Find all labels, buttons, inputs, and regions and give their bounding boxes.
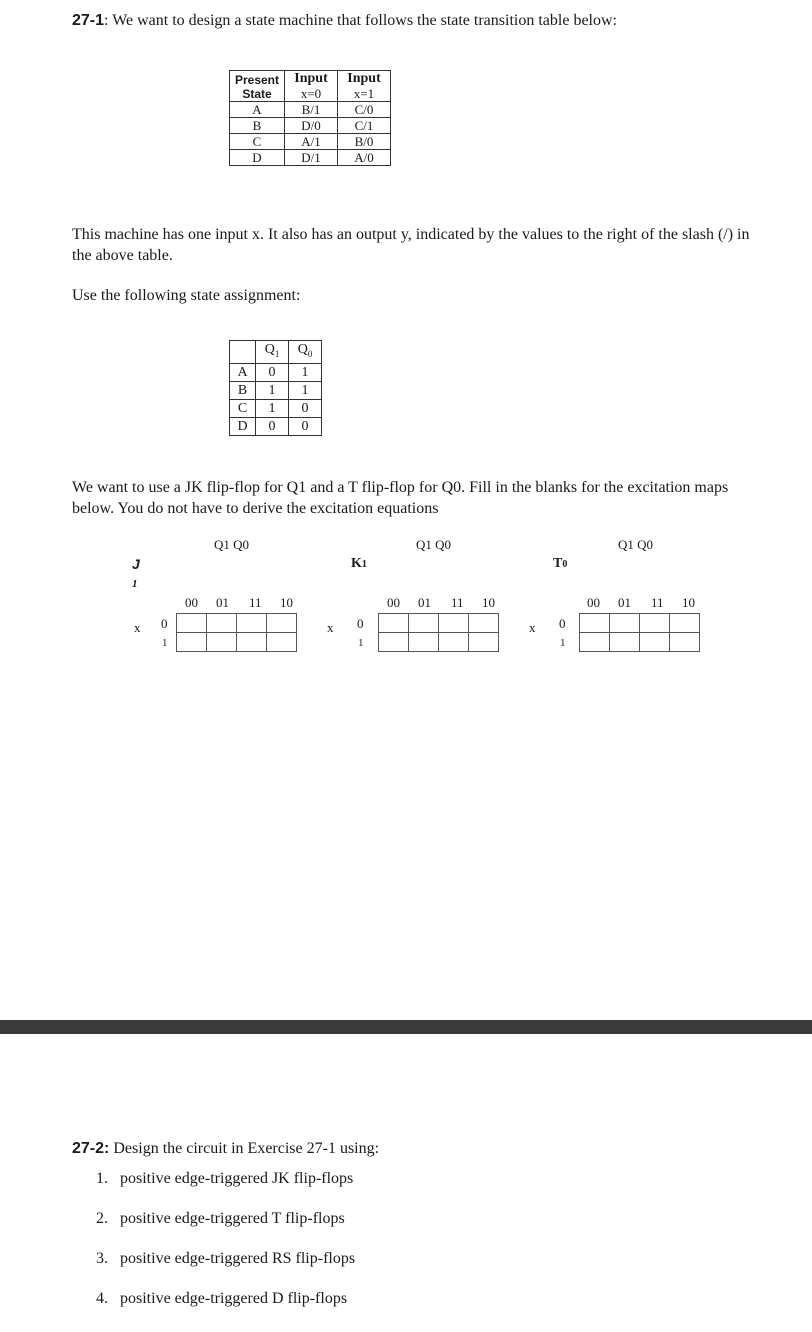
col-label: 00 xyxy=(185,595,198,610)
kmap-cell[interactable] xyxy=(237,633,267,652)
table-row xyxy=(230,417,322,435)
header-q0: $Q_0$ xyxy=(289,341,322,364)
kmap-cell[interactable] xyxy=(469,633,499,652)
col-label: 00 xyxy=(587,595,600,610)
state-assignment-table xyxy=(229,340,322,436)
kmap-var-main: J xyxy=(132,556,140,572)
col-label: 11 xyxy=(451,595,464,610)
kmap-var-label xyxy=(553,556,567,572)
kmap-cell[interactable] xyxy=(640,633,670,652)
col-label: 10 xyxy=(482,595,495,610)
kmap-cell[interactable] xyxy=(469,614,499,633)
kmap-var-label xyxy=(351,556,367,572)
table-cell: 0 xyxy=(289,417,322,435)
list-item: 4. positive edge-triggered D flip-flops xyxy=(96,1290,348,1307)
flip-flop-options-list xyxy=(96,1170,355,1330)
table-cell: D xyxy=(230,417,256,435)
list-item: 2. positive edge-triggered T flip-flops xyxy=(96,1210,345,1227)
exercise-27-1-title xyxy=(72,12,617,30)
kmap-cell[interactable] xyxy=(439,633,469,652)
table-cell: 0 xyxy=(256,363,289,381)
section-divider xyxy=(0,1020,812,1034)
table-cell: B/1 xyxy=(285,102,338,118)
exercise-intro: : We want to design a state machine that follows the state transition table below: xyxy=(104,12,617,29)
kmap-var-sub: 0 xyxy=(562,559,568,570)
description-paragraph: This machine has one input x. It also has an output y, indicated by the values to the right of the slash (/) in the above table. xyxy=(72,226,750,264)
table-cell: 1 xyxy=(289,363,322,381)
exercise-number: 27-2: xyxy=(72,1140,110,1157)
row-var-label: x xyxy=(327,620,334,635)
exercise-intro: Design the circuit in Exercise 27-1 using: xyxy=(109,1140,380,1157)
table-cell: 1 xyxy=(256,399,289,417)
kmap-cell[interactable] xyxy=(207,614,237,633)
kmap-cell[interactable] xyxy=(177,633,207,652)
table-cell: D xyxy=(230,150,285,166)
kmap-cell[interactable] xyxy=(409,633,439,652)
assignment-intro: Use the following state assignment: xyxy=(72,287,301,304)
kmap-cell[interactable] xyxy=(580,633,610,652)
table-cell: B xyxy=(230,118,285,134)
row-label: 1 xyxy=(358,637,364,649)
table-row xyxy=(230,102,391,118)
col-label: 01 xyxy=(216,595,229,610)
kmap-cell[interactable] xyxy=(640,614,670,633)
table-cell: A xyxy=(230,363,256,381)
table-cell: A xyxy=(230,102,285,118)
exercise-number: 27-1 xyxy=(72,12,105,29)
kmap-cell[interactable] xyxy=(580,614,610,633)
table-cell: 0 xyxy=(289,399,322,417)
exercise-27-2-title xyxy=(72,1140,379,1158)
list-item: 1. positive edge-triggered JK flip-flops xyxy=(96,1170,354,1187)
kmap-cell[interactable] xyxy=(207,633,237,652)
table-cell: C xyxy=(230,399,256,417)
col-label: 11 xyxy=(249,595,262,610)
col-label: 00 xyxy=(387,595,400,610)
kmap-cell[interactable] xyxy=(670,633,700,652)
col-label: 10 xyxy=(682,595,695,610)
kmap-var-sub: 1 xyxy=(361,559,367,570)
kmap-cell[interactable] xyxy=(237,614,267,633)
col-label: 10 xyxy=(280,595,293,610)
kmap-var-main: K xyxy=(351,556,362,571)
table-cell xyxy=(230,341,256,364)
table-cell: C xyxy=(230,134,285,150)
table-cell: B/0 xyxy=(338,134,391,150)
kmap-cell[interactable] xyxy=(610,633,640,652)
kmap-cell[interactable] xyxy=(409,614,439,633)
instruction-paragraph: We want to use a JK flip-flop for Q1 and a T flip-flop for Q0. Fill in the blanks for the excitation maps below. You do not have to derive the excitation equations xyxy=(72,479,729,517)
row-label: 0 xyxy=(161,616,168,631)
row-var-label: x xyxy=(134,620,141,635)
table-row xyxy=(230,381,322,399)
kmap-cell[interactable] xyxy=(670,614,700,633)
table-cell: 0 xyxy=(256,417,289,435)
table-cell: A/1 xyxy=(285,134,338,150)
table-row xyxy=(230,134,391,150)
kmap-var-sub: 1 xyxy=(132,578,138,590)
row-var-label: x xyxy=(529,620,536,635)
kmap-cell[interactable] xyxy=(267,633,297,652)
table-row xyxy=(230,118,391,134)
col-vars-label: Q1 Q0 xyxy=(214,537,250,552)
col-vars-label: Q1 Q0 xyxy=(618,537,654,552)
table-cell: 1 xyxy=(289,381,322,399)
row-label: 1 xyxy=(162,637,168,649)
kmap-cell[interactable] xyxy=(379,614,409,633)
col-vars-label: Q1 Q0 xyxy=(416,537,452,552)
col-label: 11 xyxy=(651,595,664,610)
table-cell: A/0 xyxy=(338,150,391,166)
header-q1: $Q_1$ xyxy=(256,341,289,364)
kmap-cell[interactable] xyxy=(439,614,469,633)
table-cell: 1 xyxy=(256,381,289,399)
table-row xyxy=(230,399,322,417)
kmap-cell[interactable] xyxy=(267,614,297,633)
kmap-cell[interactable] xyxy=(610,614,640,633)
kmap-var-main: T xyxy=(553,556,563,571)
header-input-x0: Input xyxy=(285,71,338,87)
header-present-state: Present State xyxy=(230,71,285,102)
table-cell: C/1 xyxy=(338,118,391,134)
table-cell: D/0 xyxy=(285,118,338,134)
list-item: 3. positive edge-triggered RS flip-flops xyxy=(96,1250,356,1267)
table-cell: B xyxy=(230,381,256,399)
table-row xyxy=(230,363,322,381)
col-label: 01 xyxy=(618,595,631,610)
table-cell: C/0 xyxy=(338,102,391,118)
subheader-x1: x=1 xyxy=(338,86,391,102)
subheader-x0: x=0 xyxy=(285,86,338,102)
table-row xyxy=(230,150,391,166)
header-input-x1: Input xyxy=(338,71,391,87)
state-transition-table xyxy=(229,70,391,166)
col-label: 01 xyxy=(418,595,431,610)
row-label: 0 xyxy=(559,616,566,631)
table-cell: D/1 xyxy=(285,150,338,166)
kmap-cell[interactable] xyxy=(379,633,409,652)
row-label: 0 xyxy=(357,616,364,631)
kmap-cell[interactable] xyxy=(177,614,207,633)
row-label: 1 xyxy=(560,637,566,649)
